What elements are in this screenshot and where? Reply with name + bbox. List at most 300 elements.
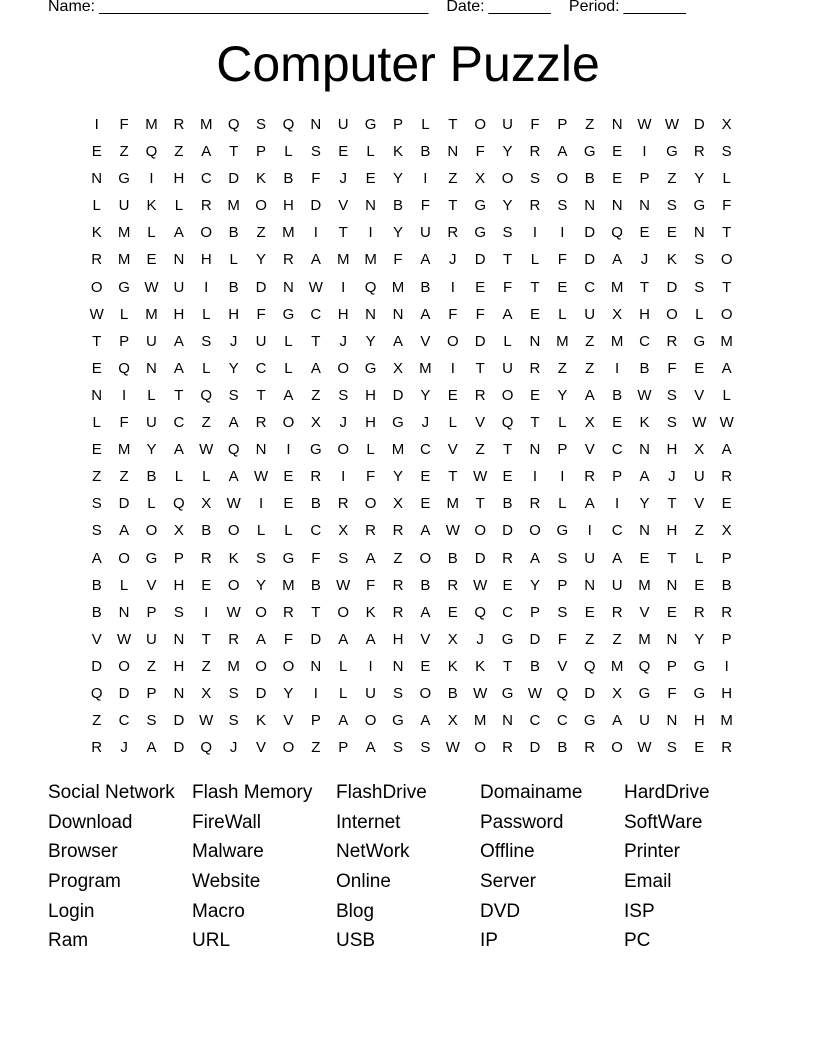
- grid-letter[interactable]: Z: [119, 143, 129, 161]
- grid-letter[interactable]: X: [447, 712, 458, 730]
- grid-letter[interactable]: I: [615, 495, 620, 513]
- grid-letter[interactable]: N: [91, 386, 103, 404]
- grid-letter[interactable]: Y: [392, 170, 403, 188]
- grid-letter[interactable]: M: [117, 224, 131, 242]
- grid-letter[interactable]: E: [639, 549, 650, 567]
- grid-letter[interactable]: M: [720, 712, 733, 730]
- grid-letter[interactable]: V: [338, 197, 349, 215]
- grid-letter[interactable]: H: [228, 305, 240, 323]
- grid-letter[interactable]: A: [721, 441, 732, 459]
- grid-letter[interactable]: R: [474, 386, 486, 404]
- grid-letter[interactable]: S: [420, 739, 431, 757]
- grid-letter[interactable]: Q: [501, 414, 514, 432]
- grid-letter[interactable]: W: [253, 468, 269, 486]
- grid-letter[interactable]: M: [145, 305, 158, 323]
- grid-letter[interactable]: U: [502, 359, 513, 377]
- grid-letter[interactable]: Q: [474, 603, 486, 621]
- grid-letter[interactable]: T: [311, 603, 321, 621]
- grid-letter[interactable]: X: [392, 495, 403, 513]
- grid-letter[interactable]: N: [365, 305, 377, 323]
- grid-letter[interactable]: M: [336, 251, 350, 269]
- grid-letter[interactable]: D: [693, 116, 705, 133]
- grid-letter[interactable]: A: [283, 386, 294, 404]
- grid-letter[interactable]: T: [229, 143, 239, 161]
- grid-letter[interactable]: F: [311, 170, 321, 188]
- grid-letter[interactable]: K: [666, 251, 677, 269]
- grid-letter[interactable]: Z: [585, 116, 595, 133]
- grid-letter[interactable]: T: [338, 224, 348, 242]
- grid-letter[interactable]: S: [91, 495, 102, 513]
- grid-letter[interactable]: V: [475, 414, 486, 432]
- grid-letter[interactable]: U: [118, 197, 130, 215]
- grid-letter[interactable]: A: [310, 359, 321, 377]
- grid-letter[interactable]: N: [255, 441, 267, 459]
- grid-letter[interactable]: W: [637, 116, 652, 133]
- grid-letter[interactable]: I: [450, 278, 455, 296]
- grid-letter[interactable]: Q: [282, 116, 295, 133]
- grid-letter[interactable]: O: [474, 522, 486, 540]
- grid-letter[interactable]: X: [584, 414, 595, 432]
- grid-letter[interactable]: N: [584, 576, 596, 594]
- grid-letter[interactable]: Y: [639, 495, 650, 513]
- grid-letter[interactable]: M: [117, 441, 131, 459]
- grid-letter[interactable]: X: [447, 630, 458, 648]
- grid-letter[interactable]: N: [502, 712, 513, 730]
- grid-letter[interactable]: J: [120, 739, 128, 757]
- grid-letter[interactable]: Z: [585, 359, 595, 377]
- grid-letter[interactable]: A: [256, 630, 267, 648]
- grid-letter[interactable]: N: [173, 684, 185, 702]
- grid-letter[interactable]: I: [313, 224, 318, 242]
- grid-letter[interactable]: M: [145, 116, 158, 133]
- grid-letter[interactable]: I: [149, 170, 154, 188]
- grid-letter[interactable]: O: [282, 414, 295, 432]
- grid-letter[interactable]: X: [612, 684, 623, 702]
- grid-letter[interactable]: S: [201, 332, 212, 350]
- grid-letter[interactable]: X: [310, 414, 321, 432]
- grid-letter[interactable]: A: [173, 224, 184, 242]
- grid-letter[interactable]: T: [722, 278, 732, 296]
- grid-letter[interactable]: G: [118, 170, 130, 188]
- grid-letter[interactable]: G: [118, 278, 130, 296]
- grid-letter[interactable]: N: [173, 630, 185, 648]
- grid-letter[interactable]: S: [338, 549, 349, 567]
- grid-letter[interactable]: R: [502, 549, 513, 567]
- grid-letter[interactable]: V: [694, 495, 705, 513]
- grid-letter[interactable]: D: [584, 224, 596, 242]
- grid-letter[interactable]: I: [532, 224, 538, 242]
- grid-letter[interactable]: E: [694, 739, 705, 757]
- grid-letter[interactable]: A: [612, 549, 623, 567]
- grid-letter[interactable]: W: [117, 630, 132, 648]
- grid-letter[interactable]: I: [122, 386, 127, 404]
- grid-letter[interactable]: L: [202, 305, 211, 323]
- grid-letter[interactable]: D: [310, 630, 322, 648]
- grid-letter[interactable]: W: [473, 468, 488, 486]
- grid-letter[interactable]: N: [611, 116, 623, 133]
- grid-letter[interactable]: N: [118, 603, 130, 621]
- grid-letter[interactable]: N: [639, 441, 650, 459]
- grid-letter[interactable]: S: [694, 278, 705, 296]
- grid-letter[interactable]: A: [392, 332, 403, 350]
- grid-letter[interactable]: E: [502, 468, 513, 486]
- grid-letter[interactable]: P: [146, 603, 157, 621]
- grid-letter[interactable]: B: [228, 278, 239, 296]
- grid-letter[interactable]: T: [92, 332, 102, 350]
- grid-letter[interactable]: E: [557, 278, 568, 296]
- grid-letter[interactable]: K: [146, 197, 157, 215]
- grid-letter[interactable]: C: [310, 522, 322, 540]
- grid-letter[interactable]: S: [228, 386, 239, 404]
- grid-letter[interactable]: G: [693, 332, 706, 350]
- grid-letter[interactable]: S: [666, 739, 677, 757]
- grid-letter[interactable]: L: [695, 549, 704, 567]
- grid-letter[interactable]: P: [557, 441, 568, 459]
- grid-letter[interactable]: O: [337, 359, 350, 377]
- grid-letter[interactable]: W: [664, 116, 679, 133]
- grid-letter[interactable]: D: [255, 278, 267, 296]
- grid-letter[interactable]: I: [615, 359, 620, 377]
- grid-letter[interactable]: L: [722, 170, 731, 188]
- grid-letter[interactable]: R: [584, 739, 596, 757]
- grid-letter[interactable]: O: [282, 739, 295, 757]
- grid-letter[interactable]: V: [283, 712, 294, 730]
- grid-letter[interactable]: E: [420, 468, 431, 486]
- grid-letter[interactable]: E: [420, 657, 431, 675]
- grid-letter[interactable]: D: [502, 522, 513, 540]
- grid-letter[interactable]: M: [610, 657, 624, 675]
- grid-letter[interactable]: O: [666, 305, 678, 323]
- grid-letter[interactable]: B: [612, 386, 623, 404]
- grid-letter[interactable]: W: [692, 414, 707, 432]
- grid-letter[interactable]: M: [419, 359, 432, 377]
- grid-letter[interactable]: A: [228, 468, 239, 486]
- grid-letter[interactable]: L: [256, 522, 266, 540]
- grid-letter[interactable]: E: [694, 576, 705, 594]
- grid-letter[interactable]: B: [91, 576, 102, 594]
- grid-letter[interactable]: F: [667, 684, 677, 702]
- grid-letter[interactable]: B: [146, 468, 157, 486]
- grid-letter[interactable]: D: [118, 684, 130, 702]
- grid-letter[interactable]: G: [474, 197, 486, 215]
- grid-letter[interactable]: J: [229, 332, 238, 350]
- grid-letter[interactable]: T: [502, 441, 513, 459]
- grid-letter[interactable]: Y: [502, 197, 513, 215]
- grid-letter[interactable]: Z: [612, 630, 622, 648]
- grid-letter[interactable]: I: [258, 495, 264, 513]
- grid-letter[interactable]: O: [720, 251, 733, 269]
- grid-letter[interactable]: K: [91, 224, 102, 242]
- grid-letter[interactable]: R: [91, 251, 103, 269]
- grid-letter[interactable]: L: [202, 468, 211, 486]
- grid-letter[interactable]: G: [638, 684, 651, 702]
- grid-letter[interactable]: Y: [502, 143, 513, 161]
- grid-letter[interactable]: F: [667, 359, 677, 377]
- grid-letter[interactable]: O: [255, 657, 267, 675]
- grid-letter[interactable]: O: [200, 224, 213, 242]
- grid-letter[interactable]: E: [584, 603, 595, 621]
- grid-letter[interactable]: P: [557, 576, 568, 594]
- grid-letter[interactable]: I: [368, 224, 373, 242]
- grid-letter[interactable]: T: [475, 359, 485, 377]
- grid-letter[interactable]: G: [364, 359, 377, 377]
- grid-letter[interactable]: W: [527, 684, 543, 702]
- grid-letter[interactable]: L: [119, 305, 129, 323]
- grid-letter[interactable]: L: [284, 522, 293, 540]
- grid-letter[interactable]: M: [364, 251, 377, 269]
- grid-letter[interactable]: M: [391, 441, 405, 459]
- grid-letter[interactable]: G: [501, 630, 514, 648]
- grid-letter[interactable]: F: [448, 305, 458, 323]
- grid-letter[interactable]: H: [721, 684, 733, 702]
- grid-letter[interactable]: C: [556, 712, 568, 730]
- grid-letter[interactable]: Q: [638, 657, 651, 675]
- grid-letter[interactable]: O: [337, 441, 350, 459]
- grid-letter[interactable]: N: [666, 712, 678, 730]
- grid-letter[interactable]: K: [447, 657, 458, 675]
- grid-letter[interactable]: V: [447, 441, 458, 459]
- grid-letter[interactable]: F: [557, 630, 567, 648]
- grid-letter[interactable]: L: [366, 441, 375, 459]
- grid-letter[interactable]: A: [420, 712, 431, 730]
- grid-letter[interactable]: X: [173, 522, 184, 540]
- grid-letter[interactable]: W: [199, 441, 214, 459]
- grid-letter[interactable]: O: [255, 197, 267, 215]
- grid-letter[interactable]: A: [529, 549, 540, 567]
- grid-letter[interactable]: U: [146, 332, 157, 350]
- grid-letter[interactable]: J: [339, 170, 347, 188]
- grid-letter[interactable]: T: [311, 332, 321, 350]
- grid-letter[interactable]: O: [501, 386, 514, 404]
- grid-letter[interactable]: L: [92, 197, 101, 215]
- grid-letter[interactable]: S: [557, 603, 568, 621]
- grid-letter[interactable]: I: [286, 441, 291, 459]
- grid-letter[interactable]: P: [639, 170, 650, 188]
- grid-letter[interactable]: W: [308, 278, 323, 296]
- grid-letter[interactable]: C: [419, 441, 431, 459]
- grid-letter[interactable]: G: [392, 414, 404, 432]
- grid-letter[interactable]: O: [337, 603, 350, 621]
- grid-letter[interactable]: E: [612, 143, 623, 161]
- grid-letter[interactable]: N: [584, 197, 596, 215]
- grid-letter[interactable]: U: [639, 712, 650, 730]
- grid-letter[interactable]: F: [475, 305, 485, 323]
- grid-letter[interactable]: U: [584, 305, 596, 323]
- grid-letter[interactable]: Z: [201, 657, 211, 675]
- grid-letter[interactable]: O: [474, 739, 486, 757]
- grid-letter[interactable]: P: [173, 549, 184, 567]
- grid-letter[interactable]: L: [284, 143, 293, 161]
- grid-letter[interactable]: C: [173, 414, 185, 432]
- grid-letter[interactable]: W: [144, 278, 159, 296]
- grid-letter[interactable]: S: [502, 224, 513, 242]
- grid-letter[interactable]: C: [502, 603, 513, 621]
- grid-letter[interactable]: Y: [228, 359, 239, 377]
- grid-letter[interactable]: S: [228, 712, 239, 730]
- grid-letter[interactable]: F: [475, 143, 485, 161]
- grid-letter[interactable]: Y: [694, 630, 705, 648]
- grid-letter[interactable]: Y: [146, 441, 157, 459]
- grid-letter[interactable]: O: [227, 522, 240, 540]
- grid-letter[interactable]: O: [90, 278, 103, 296]
- name-field[interactable]: _____________________________________: [99, 0, 429, 15]
- grid-letter[interactable]: S: [146, 712, 157, 730]
- grid-letter[interactable]: A: [228, 414, 239, 432]
- grid-letter[interactable]: S: [91, 522, 102, 540]
- grid-letter[interactable]: N: [447, 143, 459, 161]
- grid-letter[interactable]: E: [612, 170, 623, 188]
- grid-letter[interactable]: D: [474, 549, 486, 567]
- grid-letter[interactable]: T: [502, 657, 513, 675]
- grid-letter[interactable]: W: [445, 522, 460, 540]
- grid-letter[interactable]: U: [502, 116, 513, 133]
- grid-letter[interactable]: O: [145, 522, 158, 540]
- grid-letter[interactable]: I: [204, 603, 209, 621]
- grid-letter[interactable]: A: [173, 441, 184, 459]
- grid-letter[interactable]: B: [584, 170, 595, 188]
- grid-letter[interactable]: R: [283, 603, 294, 621]
- grid-letter[interactable]: J: [449, 251, 457, 269]
- grid-letter[interactable]: A: [146, 739, 157, 757]
- grid-letter[interactable]: U: [584, 549, 596, 567]
- grid-letter[interactable]: S: [529, 170, 540, 188]
- grid-letter[interactable]: X: [201, 495, 212, 513]
- grid-letter[interactable]: E: [475, 278, 486, 296]
- grid-letter[interactable]: L: [695, 305, 704, 323]
- grid-letter[interactable]: V: [256, 739, 267, 757]
- grid-letter[interactable]: J: [668, 468, 676, 486]
- grid-letter[interactable]: H: [200, 251, 212, 269]
- grid-letter[interactable]: S: [721, 143, 732, 161]
- grid-letter[interactable]: M: [391, 278, 405, 296]
- grid-letter[interactable]: S: [392, 739, 403, 757]
- grid-letter[interactable]: R: [529, 495, 541, 513]
- grid-letter[interactable]: E: [447, 603, 458, 621]
- grid-letter[interactable]: B: [420, 278, 431, 296]
- grid-letter[interactable]: Y: [256, 576, 267, 594]
- grid-letter[interactable]: T: [530, 414, 540, 432]
- grid-letter[interactable]: X: [201, 684, 212, 702]
- grid-letter[interactable]: R: [228, 630, 240, 648]
- grid-letter[interactable]: R: [447, 224, 459, 242]
- grid-letter[interactable]: A: [639, 468, 650, 486]
- grid-letter[interactable]: C: [255, 359, 267, 377]
- grid-letter[interactable]: V: [639, 603, 650, 621]
- grid-letter[interactable]: Z: [146, 657, 157, 675]
- grid-letter[interactable]: X: [338, 522, 349, 540]
- grid-letter[interactable]: A: [173, 359, 184, 377]
- grid-letter[interactable]: G: [583, 712, 596, 730]
- grid-letter[interactable]: F: [393, 251, 403, 269]
- grid-letter[interactable]: Z: [92, 712, 102, 730]
- grid-letter[interactable]: L: [174, 197, 184, 215]
- grid-letter[interactable]: M: [227, 657, 240, 675]
- grid-letter[interactable]: I: [587, 522, 592, 540]
- grid-letter[interactable]: A: [91, 549, 102, 567]
- grid-letter[interactable]: D: [173, 712, 185, 730]
- grid-letter[interactable]: L: [92, 414, 101, 432]
- grid-letter[interactable]: B: [420, 143, 431, 161]
- grid-letter[interactable]: O: [611, 739, 623, 757]
- grid-letter[interactable]: M: [556, 332, 569, 350]
- grid-letter[interactable]: W: [473, 576, 488, 594]
- grid-letter[interactable]: R: [693, 143, 705, 161]
- grid-letter[interactable]: M: [282, 576, 295, 594]
- grid-letter[interactable]: A: [338, 630, 349, 648]
- grid-letter[interactable]: Q: [364, 278, 377, 296]
- grid-letter[interactable]: Z: [475, 441, 485, 459]
- grid-letter[interactable]: R: [529, 359, 541, 377]
- grid-letter[interactable]: Y: [392, 224, 403, 242]
- grid-letter[interactable]: L: [421, 116, 430, 133]
- grid-letter[interactable]: Z: [174, 143, 184, 161]
- grid-letter[interactable]: G: [309, 441, 322, 459]
- grid-letter[interactable]: G: [666, 143, 678, 161]
- grid-letter[interactable]: A: [584, 495, 595, 513]
- grid-letter[interactable]: C: [310, 305, 322, 323]
- grid-letter[interactable]: A: [119, 522, 130, 540]
- grid-letter[interactable]: N: [639, 197, 650, 215]
- grid-letter[interactable]: Y: [420, 386, 431, 404]
- grid-letter[interactable]: S: [256, 549, 267, 567]
- grid-letter[interactable]: N: [283, 278, 294, 296]
- grid-letter[interactable]: M: [638, 576, 651, 594]
- grid-letter[interactable]: H: [639, 305, 650, 323]
- grid-letter[interactable]: E: [91, 359, 102, 377]
- grid-letter[interactable]: N: [146, 359, 157, 377]
- grid-letter[interactable]: H: [173, 170, 185, 188]
- grid-letter[interactable]: F: [283, 630, 294, 648]
- grid-letter[interactable]: J: [339, 414, 347, 432]
- grid-letter[interactable]: Y: [365, 332, 376, 350]
- grid-letter[interactable]: B: [557, 739, 568, 757]
- grid-letter[interactable]: E: [338, 143, 349, 161]
- grid-letter[interactable]: E: [666, 603, 677, 621]
- grid-letter[interactable]: L: [284, 359, 293, 377]
- grid-letter[interactable]: G: [501, 684, 514, 702]
- grid-letter[interactable]: M: [117, 251, 131, 269]
- grid-letter[interactable]: H: [666, 522, 678, 540]
- grid-letter[interactable]: P: [338, 739, 349, 757]
- grid-letter[interactable]: R: [91, 739, 103, 757]
- grid-letter[interactable]: B: [228, 224, 239, 242]
- grid-letter[interactable]: L: [558, 305, 567, 323]
- grid-letter[interactable]: L: [174, 468, 184, 486]
- grid-letter[interactable]: L: [339, 657, 348, 675]
- grid-letter[interactable]: B: [447, 549, 458, 567]
- grid-letter[interactable]: Q: [227, 116, 240, 133]
- grid-letter[interactable]: R: [721, 603, 733, 621]
- grid-letter[interactable]: O: [227, 576, 240, 594]
- grid-letter[interactable]: Z: [201, 414, 211, 432]
- grid-letter[interactable]: D: [666, 278, 678, 296]
- grid-letter[interactable]: W: [719, 414, 734, 432]
- grid-letter[interactable]: O: [419, 549, 432, 567]
- grid-letter[interactable]: H: [365, 414, 377, 432]
- grid-letter[interactable]: O: [474, 116, 486, 133]
- grid-letter[interactable]: Q: [200, 386, 213, 404]
- grid-letter[interactable]: E: [283, 495, 294, 513]
- grid-letter[interactable]: T: [475, 495, 485, 513]
- grid-letter[interactable]: R: [584, 468, 596, 486]
- grid-letter[interactable]: O: [118, 657, 130, 675]
- grid-letter[interactable]: A: [365, 549, 376, 567]
- grid-letter[interactable]: Z: [92, 468, 102, 486]
- grid-letter[interactable]: R: [200, 197, 212, 215]
- grid-letter[interactable]: F: [119, 116, 129, 133]
- grid-letter[interactable]: N: [310, 116, 322, 133]
- grid-letter[interactable]: W: [637, 739, 652, 757]
